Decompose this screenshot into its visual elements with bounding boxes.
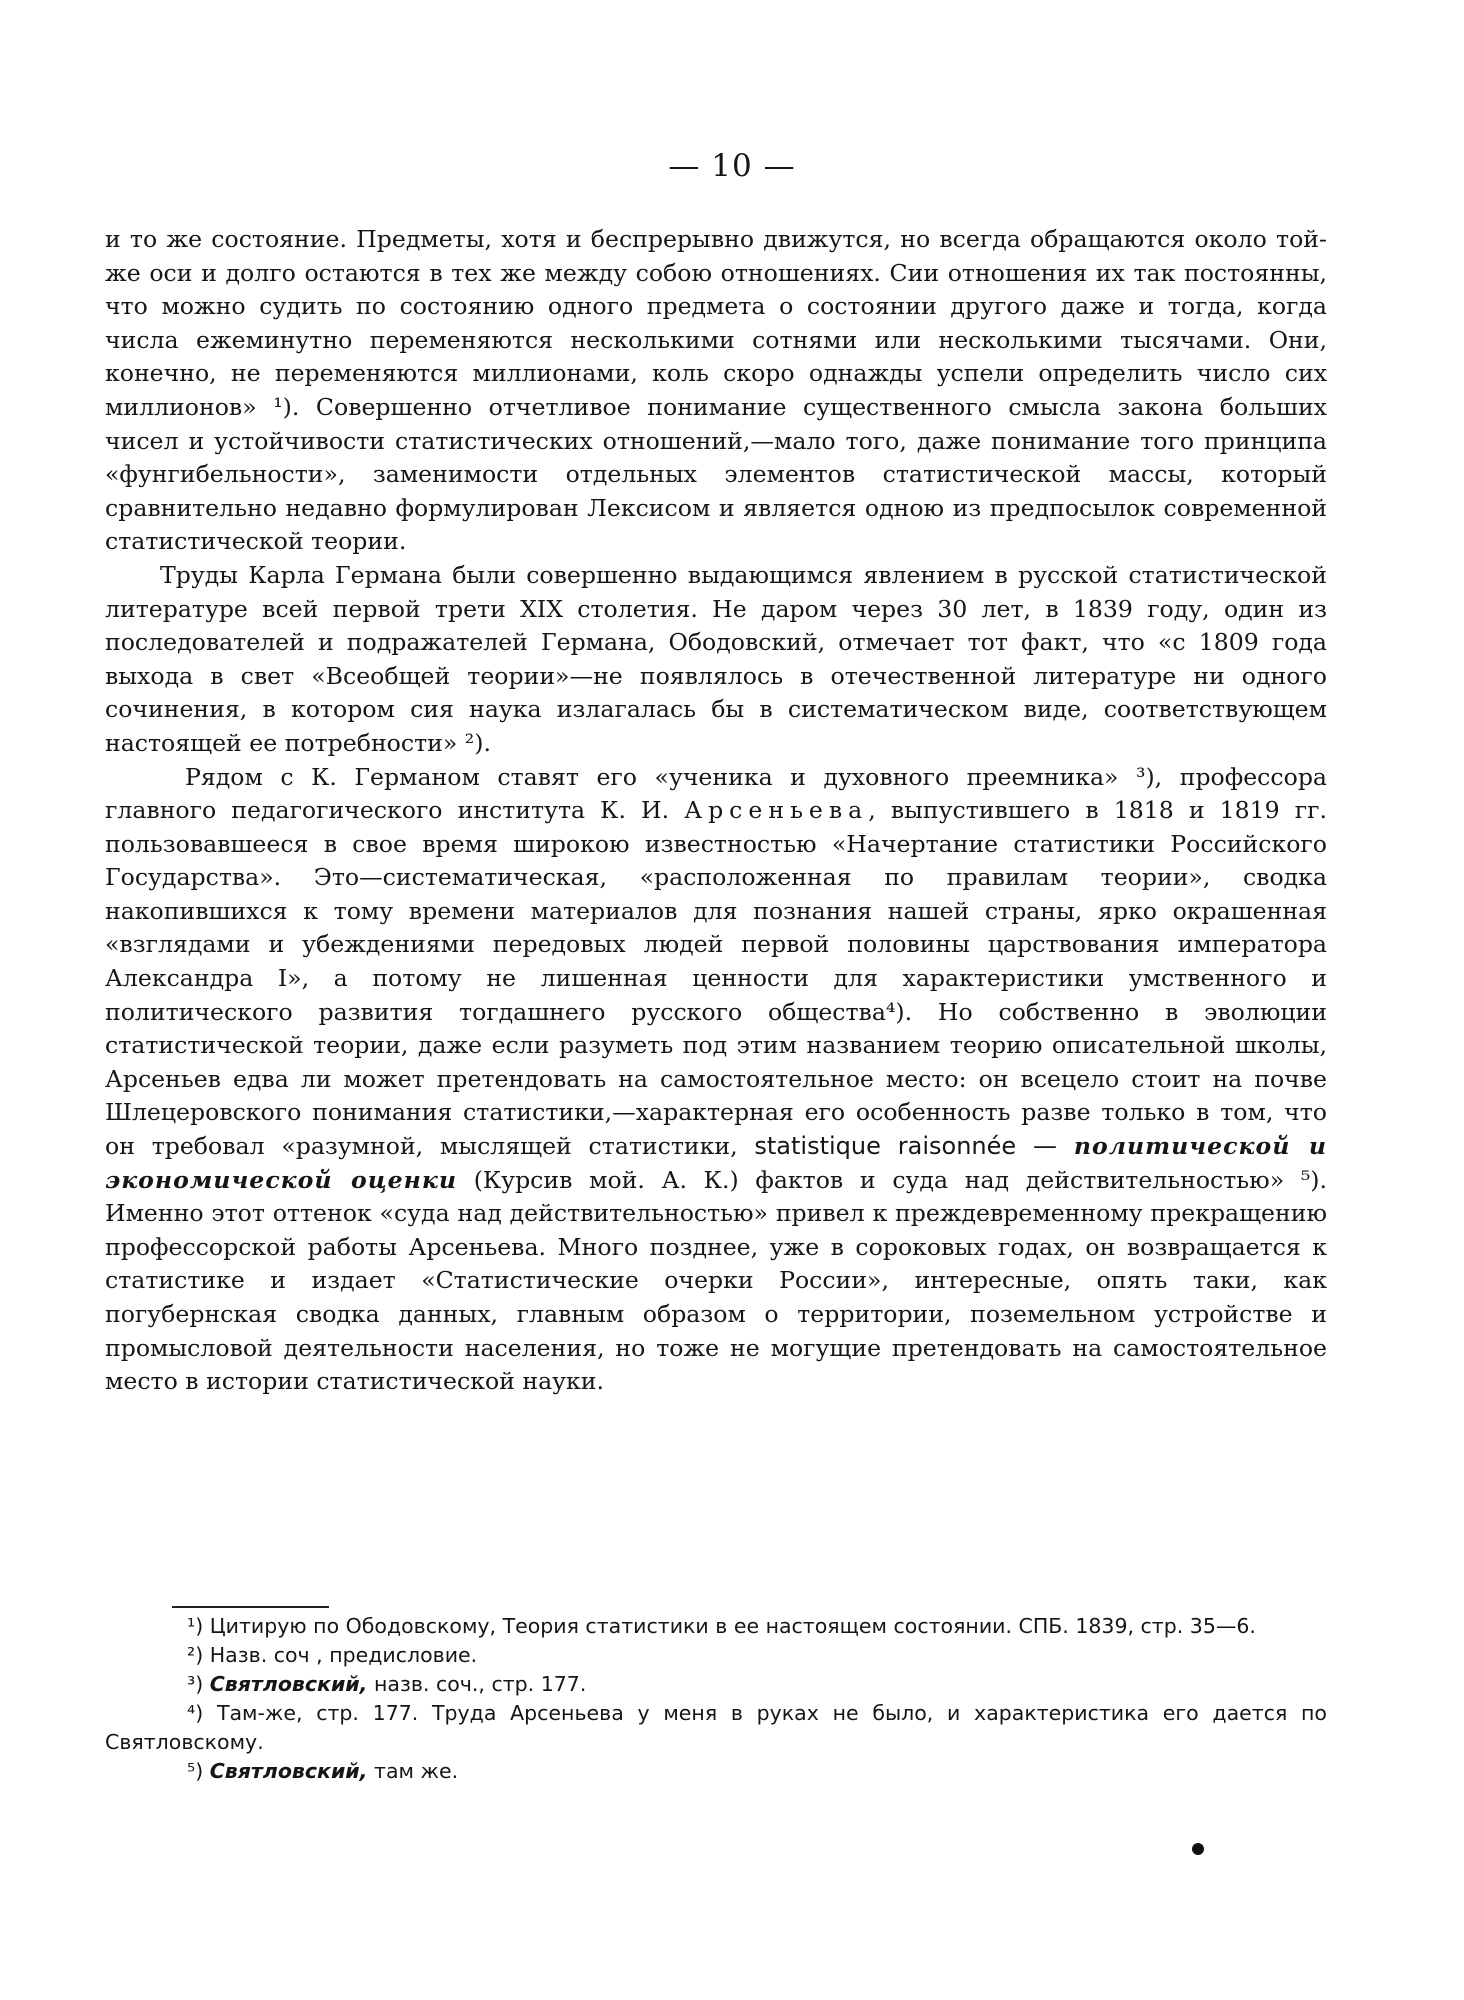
- body-text: [105, 223, 1327, 1399]
- footnote-2-mark: ²): [187, 1643, 204, 1667]
- footnote-2-text: Назв. соч , предисловие.: [209, 1643, 478, 1667]
- footnotes: [105, 1612, 1327, 1786]
- italic-emphasis: политической и экономической оценки: [105, 1132, 1327, 1194]
- footnote-4-mark: ⁴): [187, 1701, 204, 1725]
- french-phrase: statistique raisonnée —: [754, 1132, 1058, 1161]
- footnote-3-mark: ³): [187, 1672, 204, 1696]
- paragraph-3: [105, 761, 1327, 1399]
- paragraph-3-part-b: , выпустившего в 1818 и 1819 гг. пользовавшееся в свое время широкою известностью «Начертание статистики Российского Государства». Это—систематическая, «расположенная по правилам теории», сводка накопившихся к тому времени материалов для познания нашей страны, ярко окрашенная «взглядами и убеждениями передовых людей первой половины царствования императора Александра I», а потому не лишенная ценности для характеристики умственного и политического развития тогдашнего русского общества⁴). Но собственно в эволюции статистической теории, даже если разуметь под этим названием теорию описательной школы, Арсеньев едва ли может претендовать на самостоятельное место: он всецело стоит на почве Шлецеровского понимания статистики,—характерная его особенность разве только в том, что он требовал «разумной, мыслящей статистики,: [105, 796, 1327, 1161]
- footnote-3-author: Святловский,: [209, 1672, 368, 1696]
- paragraph-3-part-c: (Курсив мой. А. К.) фактов и суда над действительностью» ⁵). Именно этот оттенок «суда над действительностью» привел к преждевременному прекращению профессорской работы Арсеньева. Много позднее, уже в сороковых годах, он возвращается к статистике и издает «Статистические очерки России», интересные, опять таки, как погубернская сводка данных, главным образом о территории, поземельном устройстве и промысловой деятельности населения, но тоже не могущие претендовать на самостоятельное место в истории статистической науки.: [105, 1165, 1328, 1396]
- footnote-4-text: Там-же, стр. 177. Труда Арсеньева у меня в руках не было, и характеристика его дается по Святловскому.: [105, 1701, 1327, 1754]
- footnote-3: [105, 1670, 1327, 1699]
- paragraph-2: Труды Карла Германа были совершенно выдающимся явлением в русской статистической литературе всей первой трети XIX столетия. Не даром через 30 лет, в 1839 году, один из последователей и подражателей Германа, Ободовский, отмечает тот факт, что «с 1809 года выхода в свет «Всеобщей теории»—не появлялось в отечественной литературе ни одного сочинения, в котором сия наука излагалась бы в систематическом виде, соответствующем настоящей ее потребности» ²).: [105, 560, 1327, 757]
- footnote-5-text: там же.: [374, 1759, 459, 1783]
- page-number: — 10 —: [668, 148, 796, 184]
- footnote-1-text: Цитирую по Ободовскому, Теория статистики в ее настоящем состоянии. СПБ. 1839, стр. 35—6.: [209, 1614, 1256, 1638]
- footnote-4: [105, 1699, 1327, 1757]
- footnote-1-mark: ¹): [187, 1614, 204, 1638]
- footnote-5-mark: ⁵): [187, 1759, 204, 1783]
- footnote-2: [105, 1641, 1327, 1670]
- footnote-3-text: назв. соч., стр. 177.: [374, 1672, 587, 1696]
- paragraph-3-part-a: Рядом с К. Германом ставят его «ученика и духовного преемника» ³), профессора главного педагогического института К. И.: [105, 762, 1327, 825]
- footnote-divider: [172, 1606, 329, 1608]
- paragraph-1: и то же состояние. Предметы, хотя и беспрерывно движутся, но всегда обращаются около той-же оси и долго остаются в тех же между собою отношениях. Сии отношения их так постоянны, что можно судить по состоянию одного предмета о состоянии другого даже и тогда, когда числа ежеминутно переменяются несколькими сотнями или несколькими тысячами. Они, конечно, не переменяются миллионами, коль скоро однажды успели определить число сих миллионов» ¹). Совершенно отчетливое понимание существенного смысла закона больших чисел и устойчивости статистических отношений,—мало того, даже понимание того принципа «фунгибельности», заменимости отдельных элементов статистической массы, который сравнительно недавно формулирован Лексисом и является одною из предпосылок современной статистической теории.: [105, 225, 1327, 556]
- footnote-5: [105, 1757, 1327, 1786]
- name-arsenev: Арсеньева: [684, 796, 869, 825]
- footnote-1: [105, 1612, 1327, 1641]
- footnote-5-author: Святловский,: [209, 1759, 368, 1783]
- ink-dot-mark: [1192, 1843, 1204, 1855]
